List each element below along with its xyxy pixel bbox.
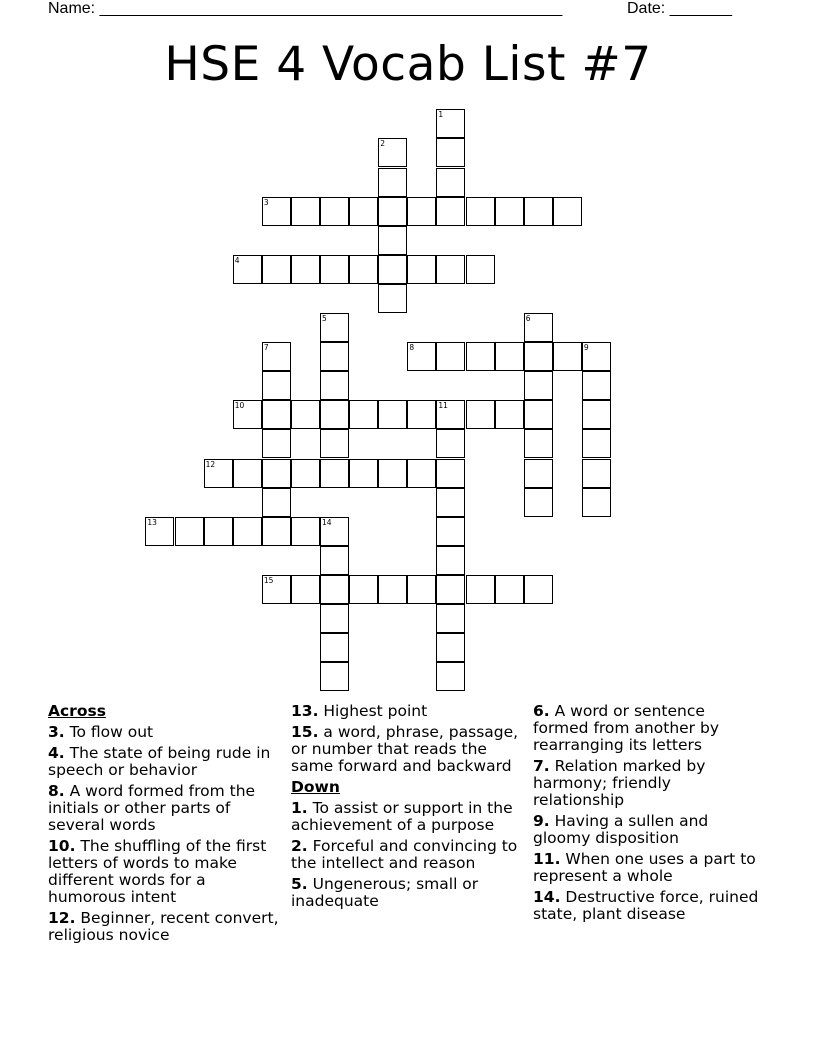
grid-cell [320,429,349,458]
grid-cell [436,517,465,546]
cell-number: 4 [234,255,240,265]
grid-cell [436,342,465,371]
grid-cell [407,342,436,371]
grid-cell [291,255,320,284]
name-field-label: Name: ____________________________________________________ [48,0,563,17]
grid-cell [524,371,553,400]
clue-text: When one uses a part to represent a whole [533,850,756,885]
date-field-label: Date: _______ [627,0,732,17]
grid-cell [378,168,407,197]
grid-cell [524,342,553,371]
grid-cell [524,313,553,342]
down-heading: Down [291,778,340,796]
grid-cell [466,255,495,284]
grid-cell [378,226,407,255]
grid-cell [436,138,465,167]
grid-cell [291,517,320,546]
grid-cell [291,197,320,226]
grid-cell [524,575,553,604]
clue-number: 8. [48,782,65,800]
clue-number: 11. [533,850,561,868]
clue-down-6 [533,703,765,754]
grid-cell [262,371,291,400]
cell-number: 8 [409,343,415,353]
cell-number: 6 [525,314,531,323]
grid-cell [407,197,436,226]
grid-cell [436,575,465,604]
grid-cell [320,197,349,226]
grid-cell [320,517,349,546]
clue-number: 4. [48,744,65,762]
clue-text: a word, phrase, passage, or number that reads the same forward and backward [291,723,519,775]
grid-cell [320,371,349,400]
grid-cell [495,575,524,604]
clue-across-3 [48,724,280,741]
clue-text: A word formed from the initials or other parts of several words [48,782,256,834]
grid-cell [320,342,349,371]
grid-cell [436,546,465,575]
grid-cell [553,197,582,226]
clue-number: 10. [48,837,76,855]
grid-cell [320,313,349,342]
grid-cell [495,400,524,429]
grid-cell [262,488,291,517]
grid-cell [320,255,349,284]
grid-cell [466,400,495,429]
grid-cell [582,371,611,400]
cell-number: 11 [438,401,448,411]
clue-down-1 [291,800,523,834]
cell-number: 1 [438,110,444,120]
cell-number: 15 [263,575,274,585]
cell-number: 12 [205,459,216,469]
clue-number: 1. [291,799,308,817]
clue-across-12 [48,910,280,944]
clue-text: Ungenerous; small or inadequate [291,875,479,910]
clue-text: Having a sullen and gloomy disposition [533,812,709,847]
cell-number: 10 [234,401,245,411]
clue-across-4 [48,745,280,779]
grid-cell [436,662,465,691]
cell-number: 2 [380,139,385,149]
grid-cell [378,459,407,488]
grid-cell [582,459,611,488]
grid-cell [262,517,291,546]
grid-cell [553,342,582,371]
grid-cell [320,546,349,575]
grid-cell [378,255,407,284]
clue-down-2 [291,838,523,872]
grid-cell [233,255,262,284]
cell-number: 14 [322,517,332,527]
grid-cell [407,575,436,604]
cell-number: 13 [147,517,157,527]
grid-cell [495,197,524,226]
grid-cell [378,284,407,313]
grid-cell [349,459,378,488]
clue-text: The state of being rude in speech or behavior [48,744,271,779]
grid-cell [320,662,349,691]
clue-text: To assist or support in the achievement of a purpose [291,799,513,834]
grid-cell [262,459,291,488]
grid-cell [436,255,465,284]
grid-cell [291,400,320,429]
grid-cell [524,488,553,517]
grid-cell [320,400,349,429]
grid-cell [407,400,436,429]
clue-number: 12. [48,909,76,927]
grid-cell [233,459,262,488]
grid-cell [378,575,407,604]
clue-number: 9. [533,812,550,830]
grid-cell [262,575,291,604]
clue-across-15 [291,724,523,775]
clue-across-13 [291,703,523,720]
grid-cell [262,197,291,226]
clues-column-3 [533,703,765,927]
grid-cell [436,604,465,633]
grid-cell [582,400,611,429]
grid-cell [524,459,553,488]
grid-cell [436,400,465,429]
clue-text: A word or sentence formed from another by rearranging its letters [533,702,719,754]
grid-cell [436,459,465,488]
clue-across-10 [48,838,280,906]
clue-text: Forceful and convincing to the intellect and reason [291,837,518,872]
clue-number: 3. [48,723,65,741]
clue-text: Beginner, recent convert, religious novice [48,909,279,944]
grid-cell [233,517,262,546]
clue-down-7 [533,758,765,809]
grid-cell [378,138,407,167]
grid-cell [320,604,349,633]
grid-cell [436,633,465,662]
grid-cell [145,517,174,546]
clue-number: 5. [291,875,308,893]
grid-cell [495,342,524,371]
grid-cell [466,342,495,371]
grid-cell [204,517,233,546]
grid-cell [582,342,611,371]
grid-cell [582,429,611,458]
cell-number: 3 [263,197,269,207]
grid-cell [291,459,320,488]
clue-number: 2. [291,837,308,855]
grid-cell [262,255,291,284]
clue-number: 13. [291,702,319,720]
grid-cell [436,429,465,458]
across-heading: Across [48,702,106,720]
grid-cell [233,400,262,429]
grid-cell [524,429,553,458]
clues-column-1 [48,703,280,948]
grid-cell [436,109,465,138]
clue-text: Destructive force, ruined state, plant disease [533,888,759,923]
clue-down-14 [533,889,765,923]
cell-number: 9 [583,343,589,353]
grid-cell [204,459,233,488]
grid-cell [407,255,436,284]
grid-cell [349,400,378,429]
clues-column-2 [291,703,523,914]
grid-cell [349,197,378,226]
grid-cell [524,197,553,226]
grid-cell [378,400,407,429]
grid-cell [349,575,378,604]
grid-cell [175,517,204,546]
grid-cell [349,255,378,284]
grid-cell [436,168,465,197]
grid-cell [436,197,465,226]
clue-number: 7. [533,757,550,775]
grid-cell [378,197,407,226]
grid-cell [524,400,553,429]
clue-number: 6. [533,702,550,720]
clue-down-5 [291,876,523,910]
grid-cell [320,633,349,662]
grid-cell [407,459,436,488]
grid-cell [262,429,291,458]
clue-down-11 [533,851,765,885]
grid-cell [320,459,349,488]
grid-cell [262,342,291,371]
grid-cell [466,197,495,226]
grid-cell [436,488,465,517]
clue-text: Relation marked by harmony; friendly relationship [533,757,706,809]
clue-number: 15. [291,723,319,741]
grid-cell [291,575,320,604]
grid-cell [320,575,349,604]
cell-number: 5 [322,314,327,323]
grid-cell [262,400,291,429]
clue-number: 14. [533,888,561,906]
clue-text: To flow out [69,723,154,741]
clue-down-9 [533,813,765,847]
cell-number: 7 [263,343,269,353]
clue-text: The shuffling of the first letters of words to make different words for a humorous intent [48,837,267,906]
grid-cell [582,488,611,517]
clue-across-8 [48,783,280,834]
clue-text: Highest point [323,702,428,720]
grid-cell [466,575,495,604]
page-title: HSE 4 Vocab List #7 [164,37,652,92]
